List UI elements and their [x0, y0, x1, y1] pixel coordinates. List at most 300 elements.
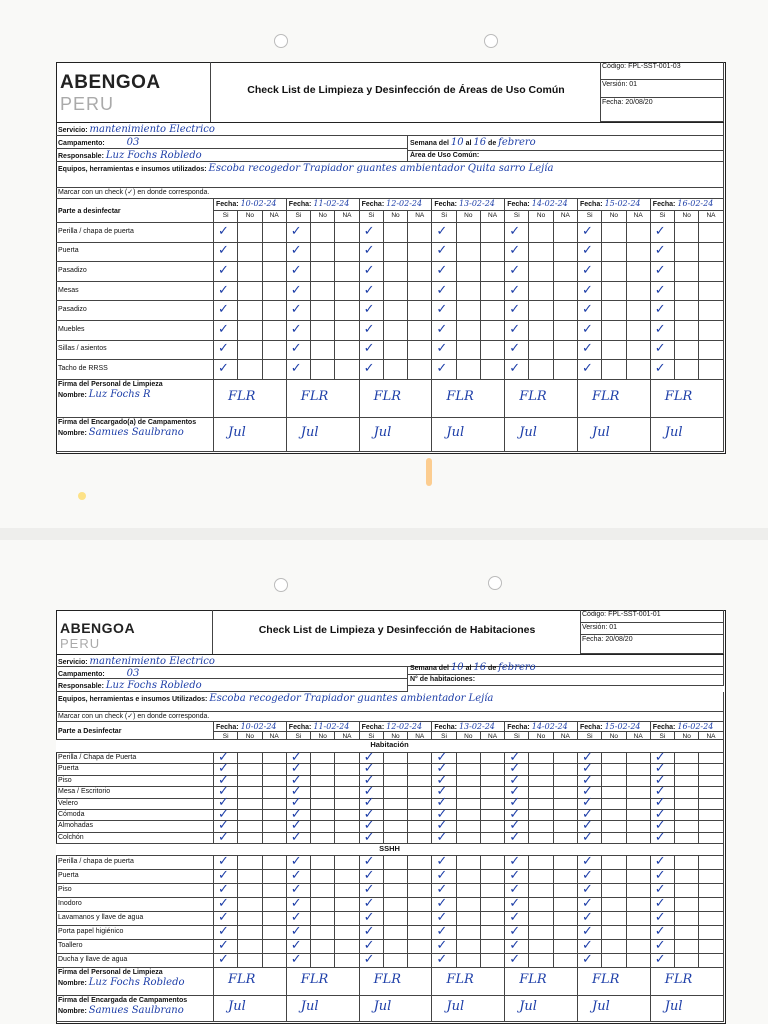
check-cell [335, 764, 359, 775]
signature: Jul [592, 999, 610, 1014]
check-cell [238, 753, 262, 764]
semana-month: febrero [498, 662, 536, 673]
check-cell [529, 341, 553, 361]
check-cell [384, 898, 408, 912]
habitaciones-row [408, 675, 724, 686]
check-cell [335, 243, 359, 263]
sub-header-si: Si [214, 211, 238, 223]
check-mark: ✓ [654, 952, 666, 967]
check-cell [529, 360, 553, 380]
row-label: Lavamanos y llave de agua [56, 912, 214, 926]
check-cell [675, 856, 699, 870]
semana-from: 10 [450, 137, 464, 148]
check-cell [408, 223, 432, 243]
check-cell [627, 764, 651, 775]
check-cell [457, 764, 481, 775]
check-cell [238, 884, 262, 898]
date-header-cell [432, 199, 505, 211]
check-cell [675, 787, 699, 798]
punch-hole [488, 576, 502, 590]
check-mark: ✓ [509, 818, 521, 834]
nombre-label: Nombre: [58, 979, 87, 987]
check-cell [602, 776, 626, 787]
check-mark: ✓ [436, 806, 448, 822]
check-cell [263, 341, 287, 361]
check-cell [554, 776, 578, 787]
check-cell [238, 321, 262, 341]
check-cell [457, 856, 481, 870]
sub-header-na: NA [481, 211, 505, 223]
check-mark: ✓ [363, 749, 375, 765]
check-cell [627, 360, 651, 380]
check-cell [457, 282, 481, 302]
check-mark: ✓ [436, 243, 448, 259]
check-cell [627, 776, 651, 787]
check-mark: ✓ [582, 806, 593, 822]
row-label: Ducha y llave de agua [56, 954, 214, 968]
check-cell [408, 764, 432, 775]
sub-header-na: NA [481, 732, 505, 740]
check-cell [408, 243, 432, 263]
check-cell [457, 360, 481, 380]
instruction-text: Marcar con un check (✓) en donde corresponda. [58, 189, 210, 196]
check-cell [554, 810, 578, 821]
check-cell [699, 262, 723, 282]
check-cell [602, 926, 626, 940]
check-cell [602, 912, 626, 926]
equipos-label: Equipos, herramientas e insumos utilizados: [58, 166, 207, 173]
check-cell [675, 341, 699, 361]
date-header-cell [505, 199, 578, 211]
check-mark: ✓ [290, 761, 302, 777]
check-mark: ✓ [509, 938, 521, 953]
check-cell [481, 884, 505, 898]
fecha-label: Fecha: [216, 201, 239, 208]
check-cell [457, 243, 481, 263]
check-mark: ✓ [654, 829, 666, 845]
check-cell [529, 821, 553, 832]
check-cell [602, 821, 626, 832]
check-mark: ✓ [582, 882, 593, 897]
check-mark: ✓ [654, 749, 666, 765]
fecha-label: Fecha: [580, 724, 603, 731]
sub-header-no: No [384, 732, 408, 740]
date-header-cell [432, 722, 505, 732]
check-mark: ✓ [290, 938, 302, 953]
check-cell [263, 764, 287, 775]
date-header-cell [360, 199, 433, 211]
signature-cell [505, 418, 578, 452]
check-cell [554, 926, 578, 940]
check-cell [335, 954, 359, 968]
semana-de: de [488, 140, 497, 147]
row-label: Inodoro [56, 898, 214, 912]
doc-date: Fecha: 20/08/20 [580, 635, 724, 654]
date-value: 14-02-24 [531, 722, 568, 731]
check-cell [627, 341, 651, 361]
check-cell [408, 360, 432, 380]
check-cell [699, 884, 723, 898]
check-mark: ✓ [654, 868, 666, 883]
signature-cell [360, 996, 433, 1022]
check-cell [675, 301, 699, 321]
check-mark: ✓ [582, 361, 593, 376]
check-cell [238, 243, 262, 263]
check-cell [554, 321, 578, 341]
check-cell [384, 776, 408, 787]
company-logo [60, 620, 135, 651]
semana-label: Semana del [410, 665, 449, 672]
fecha-label: Fecha: [361, 201, 385, 208]
check-mark: ✓ [509, 302, 521, 318]
check-mark: ✓ [436, 882, 448, 897]
area-label: Área de Uso Común: [410, 152, 480, 159]
firma-encargado-label: Firma del Encargado(a) de Campamentos [58, 419, 197, 426]
sub-header-si: Si [651, 211, 675, 223]
check-mark: ✓ [436, 282, 448, 298]
check-mark: ✓ [436, 341, 448, 357]
check-cell [457, 301, 481, 321]
check-cell [457, 912, 481, 926]
punch-hole [274, 34, 288, 48]
check-cell [311, 764, 335, 775]
signature: FLR [519, 389, 547, 404]
check-cell [335, 926, 359, 940]
check-cell [263, 776, 287, 787]
nombre-personal: Luz Fochs Robledo [88, 976, 185, 988]
sub-header-si: Si [360, 732, 384, 740]
check-cell [675, 898, 699, 912]
check-mark: ✓ [654, 341, 666, 357]
check-cell [602, 301, 626, 321]
logo-company-name: ABENGOA [60, 620, 136, 636]
check-cell [699, 243, 723, 263]
check-cell [675, 360, 699, 380]
check-cell [554, 787, 578, 798]
date-header-cell [651, 722, 724, 732]
signature: FLR [664, 972, 693, 987]
check-mark: ✓ [290, 263, 302, 278]
check-mark: ✓ [290, 806, 302, 822]
nombre-label: Nombre: [58, 391, 87, 399]
check-cell [627, 223, 651, 243]
check-cell [457, 954, 481, 968]
parte-header [56, 722, 214, 740]
check-cell [481, 926, 505, 940]
row-label: Mesa / Escritorio [56, 787, 214, 798]
check-cell [627, 833, 651, 844]
campamento-label: Campamento: [58, 140, 105, 147]
check-cell [311, 870, 335, 884]
check-mark: ✓ [509, 749, 521, 765]
check-cell [529, 954, 553, 968]
check-mark: ✓ [509, 795, 521, 811]
check-cell [263, 753, 287, 764]
check-mark: ✓ [582, 783, 593, 799]
campamento-value: 03 [126, 668, 140, 679]
sub-header-si: Si [360, 211, 384, 223]
check-cell [554, 243, 578, 263]
check-cell [529, 321, 553, 341]
check-cell [408, 282, 432, 302]
check-mark: ✓ [218, 772, 229, 788]
check-cell [311, 282, 335, 302]
check-mark: ✓ [436, 761, 448, 777]
check-cell [554, 821, 578, 832]
check-cell [481, 940, 505, 954]
check-cell [384, 870, 408, 884]
check-cell [529, 870, 553, 884]
form-title: Check List de Limpieza y Desinfección de Áreas de Uso Común [247, 84, 565, 96]
check-cell [602, 341, 626, 361]
check-mark: ✓ [290, 749, 302, 765]
signature-cell [651, 996, 724, 1022]
check-cell [602, 954, 626, 968]
check-cell [627, 262, 651, 282]
check-cell [238, 833, 262, 844]
sub-header-no: No [675, 211, 699, 223]
check-cell [529, 856, 553, 870]
firma-encargado-cell [56, 418, 214, 452]
check-cell [263, 833, 287, 844]
check-cell [335, 321, 359, 341]
date-value: 15-02-24 [604, 722, 641, 731]
check-mark: ✓ [654, 818, 666, 834]
row-label: Toallero [56, 940, 214, 954]
check-cell [627, 301, 651, 321]
check-cell [699, 753, 723, 764]
check-cell [457, 821, 481, 832]
check-cell [263, 898, 287, 912]
instruction-row [56, 188, 724, 199]
check-cell [554, 884, 578, 898]
check-mark: ✓ [654, 854, 666, 869]
fecha-label: Fecha: [580, 201, 603, 208]
firma-personal-cell [56, 380, 214, 418]
date-value: 16-02-24 [677, 722, 714, 731]
check-mark: ✓ [509, 910, 521, 925]
check-cell [699, 282, 723, 302]
check-mark: ✓ [654, 783, 666, 799]
signature: FLR [446, 972, 474, 987]
check-cell [263, 301, 287, 321]
signature: Jul [446, 425, 465, 440]
check-mark: ✓ [509, 882, 521, 897]
check-cell [238, 787, 262, 798]
check-cell [335, 360, 359, 380]
check-cell [675, 884, 699, 898]
check-cell [554, 753, 578, 764]
check-mark: ✓ [582, 868, 593, 883]
check-cell [554, 833, 578, 844]
fecha-label: Fecha: [652, 201, 676, 208]
check-cell [675, 262, 699, 282]
check-cell [481, 321, 505, 341]
signature-cell [432, 418, 505, 452]
sub-header-si: Si [214, 732, 238, 740]
check-cell [481, 870, 505, 884]
check-cell [481, 821, 505, 832]
check-mark: ✓ [218, 829, 229, 845]
check-cell [554, 764, 578, 775]
check-cell [481, 954, 505, 968]
check-mark: ✓ [290, 854, 302, 869]
check-cell [263, 884, 287, 898]
date-value: 12-02-24 [386, 199, 423, 208]
check-mark: ✓ [290, 952, 302, 967]
check-cell [481, 810, 505, 821]
check-mark: ✓ [654, 795, 666, 811]
date-value: 12-02-24 [386, 722, 423, 731]
check-cell [311, 787, 335, 798]
check-mark: ✓ [436, 749, 448, 765]
check-mark: ✓ [218, 806, 229, 822]
check-cell [675, 799, 699, 810]
date-value: 11-02-24 [313, 722, 350, 731]
check-cell [238, 940, 262, 954]
sub-header-si: Si [432, 211, 456, 223]
check-cell [602, 810, 626, 821]
check-cell [335, 301, 359, 321]
check-cell [408, 787, 432, 798]
sub-header-no: No [529, 211, 553, 223]
check-mark: ✓ [290, 772, 302, 788]
check-cell [529, 753, 553, 764]
check-mark: ✓ [654, 910, 666, 925]
check-mark: ✓ [509, 321, 521, 337]
check-cell [602, 764, 626, 775]
row-label: Velero [56, 799, 214, 810]
row-label: Colchón [56, 833, 214, 844]
row-label: Porta papel higiénico [56, 926, 214, 940]
nombre-personal: Luz Fochs R [88, 388, 151, 400]
row-label: Piso [56, 884, 214, 898]
check-cell [481, 856, 505, 870]
signature: FLR [300, 972, 329, 987]
check-cell [311, 810, 335, 821]
check-mark: ✓ [218, 854, 229, 869]
check-cell [408, 954, 432, 968]
check-mark: ✓ [436, 829, 448, 845]
signature: Jul [228, 999, 246, 1014]
fecha-label: Fecha: [288, 201, 312, 208]
row-label: Perilla / chapa de puerta [56, 223, 214, 243]
check-mark: ✓ [509, 361, 521, 376]
signature-cell [360, 418, 433, 452]
check-mark: ✓ [363, 854, 375, 869]
check-cell [627, 321, 651, 341]
check-cell [602, 856, 626, 870]
check-cell [263, 223, 287, 243]
check-mark: ✓ [363, 938, 375, 953]
date-value: 11-02-24 [313, 199, 350, 208]
check-cell [311, 776, 335, 787]
semana-al: al [465, 140, 472, 147]
check-cell [554, 799, 578, 810]
signature: Jul [373, 999, 392, 1014]
check-mark: ✓ [654, 761, 666, 777]
signature-cell [578, 996, 651, 1022]
check-cell [335, 884, 359, 898]
check-cell [335, 282, 359, 302]
check-cell [627, 940, 651, 954]
check-cell [699, 912, 723, 926]
section-header: Habitación [56, 740, 724, 753]
sub-header-no: No [457, 211, 481, 223]
sub-header-na: NA [263, 732, 287, 740]
check-cell [384, 341, 408, 361]
signature: Jul [300, 999, 319, 1014]
check-cell [408, 870, 432, 884]
check-mark: ✓ [654, 302, 666, 318]
row-label: Perilla / chapa de puerta [56, 856, 214, 870]
check-cell [311, 833, 335, 844]
check-cell [554, 870, 578, 884]
responsable-row [56, 679, 408, 692]
sub-header-si: Si [505, 211, 529, 223]
servicio-label: Servicio: [58, 659, 88, 666]
check-cell [529, 301, 553, 321]
check-cell [263, 262, 287, 282]
signature: Jul [446, 999, 465, 1014]
check-cell [311, 301, 335, 321]
check-mark: ✓ [363, 282, 375, 298]
check-mark: ✓ [509, 772, 521, 788]
check-cell [554, 856, 578, 870]
campamento-row [56, 667, 408, 679]
check-cell [408, 856, 432, 870]
check-mark: ✓ [509, 896, 521, 911]
check-mark: ✓ [582, 302, 593, 318]
check-mark: ✓ [290, 341, 302, 357]
date-header-cell [651, 199, 724, 211]
check-mark: ✓ [436, 868, 448, 883]
check-cell [457, 926, 481, 940]
check-cell [408, 898, 432, 912]
check-cell [457, 321, 481, 341]
check-cell [238, 954, 262, 968]
check-cell [675, 243, 699, 263]
check-cell [384, 243, 408, 263]
check-cell [457, 341, 481, 361]
campamento-label: Campamento: [58, 671, 105, 678]
check-cell [384, 753, 408, 764]
check-cell [627, 799, 651, 810]
check-cell [238, 856, 262, 870]
responsable-label: Responsable: [58, 683, 104, 690]
check-cell [699, 360, 723, 380]
check-mark: ✓ [218, 938, 229, 953]
check-cell [335, 912, 359, 926]
check-cell [238, 870, 262, 884]
check-cell [384, 954, 408, 968]
check-cell [311, 821, 335, 832]
fecha-label: Fecha: [652, 724, 676, 731]
check-mark: ✓ [218, 952, 229, 967]
check-mark: ✓ [509, 282, 521, 298]
habitaciones-label: N° de habitaciones: [410, 676, 476, 683]
check-mark: ✓ [654, 321, 666, 337]
check-cell [457, 787, 481, 798]
check-cell [238, 912, 262, 926]
check-cell [238, 926, 262, 940]
check-cell [263, 954, 287, 968]
row-label: Pasadizo [56, 262, 214, 282]
date-header-cell [578, 722, 651, 732]
semana-from: 10 [450, 662, 464, 673]
check-cell [602, 787, 626, 798]
check-cell [238, 821, 262, 832]
